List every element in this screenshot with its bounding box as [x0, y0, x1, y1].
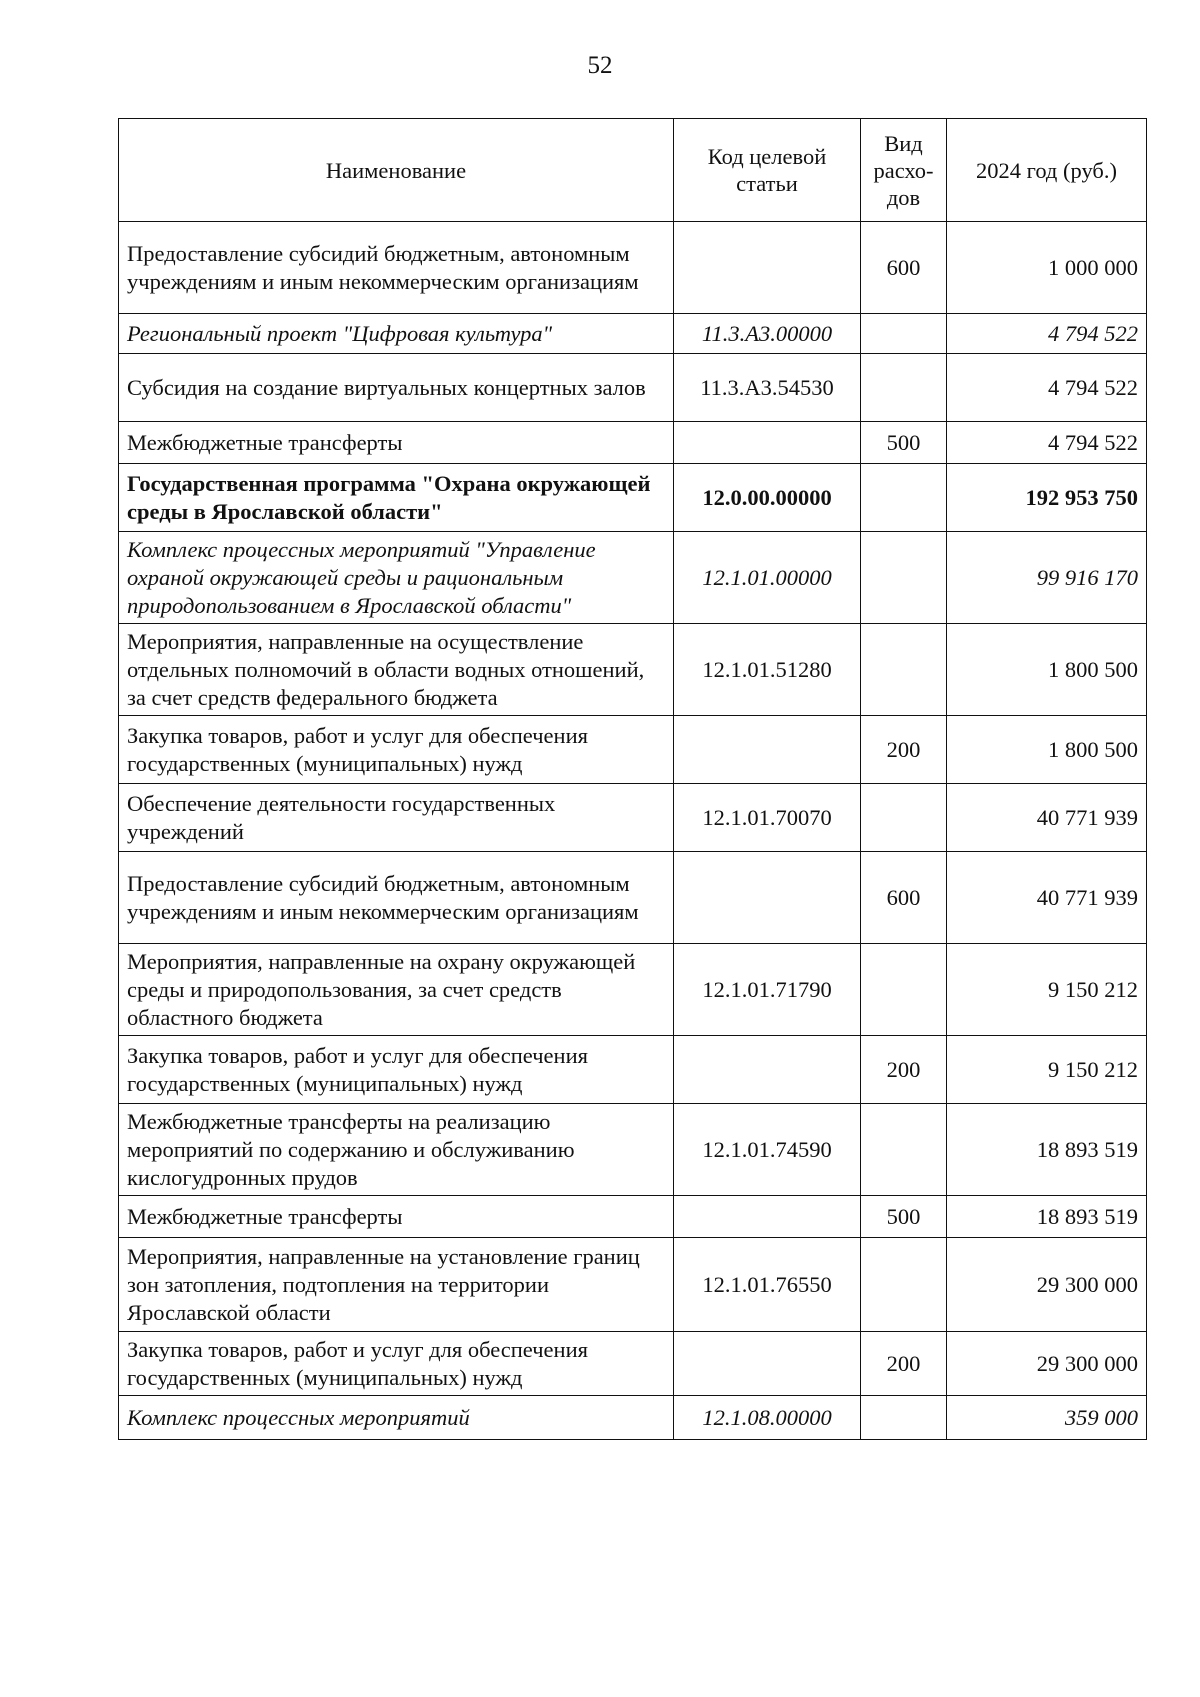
- row-sum-cell: 4 794 522: [947, 422, 1147, 464]
- row-sum-cell: 9 150 212: [947, 1036, 1147, 1104]
- row-code-cell: 11.3.А3.00000: [674, 314, 861, 354]
- row-name-cell: Межбюджетные трансферты: [119, 422, 674, 464]
- row-sum-cell: 192 953 750: [947, 464, 1147, 532]
- row-code-cell: 12.1.01.76550: [674, 1238, 861, 1332]
- table-row: [119, 464, 1147, 532]
- header-sum: 2024 год (руб.): [947, 119, 1147, 222]
- row-name-cell: Закупка товаров, работ и услуг для обеспечения государственных (муниципальных) нужд: [119, 1332, 674, 1396]
- row-code-cell: 12.1.08.00000: [674, 1396, 861, 1440]
- table-row: [119, 1104, 1147, 1196]
- row-kind-cell: [861, 354, 947, 422]
- row-code-cell: 12.1.01.00000: [674, 532, 861, 624]
- table-row: [119, 1396, 1147, 1440]
- row-sum-cell: 18 893 519: [947, 1196, 1147, 1238]
- row-code-cell: [674, 716, 861, 784]
- table-row: [119, 354, 1147, 422]
- row-name-cell: Межбюджетные трансферты: [119, 1196, 674, 1238]
- row-kind-cell: 500: [861, 422, 947, 464]
- row-kind-cell: [861, 532, 947, 624]
- row-kind-cell: [861, 464, 947, 532]
- row-kind-cell: 600: [861, 222, 947, 314]
- table-row: [119, 784, 1147, 852]
- row-kind-cell: [861, 624, 947, 716]
- row-sum-cell: 1 800 500: [947, 624, 1147, 716]
- page-number: 52: [587, 52, 613, 79]
- row-sum-cell: 29 300 000: [947, 1332, 1147, 1396]
- row-name-cell: Субсидия на создание виртуальных концертных залов: [119, 354, 674, 422]
- table-body: [119, 222, 1147, 1440]
- row-name-cell: Предоставление субсидий бюджетным, автономным учреждениям и иным некоммерческим организациям: [119, 852, 674, 944]
- row-kind-cell: 200: [861, 1036, 947, 1104]
- row-code-cell: 12.0.00.00000: [674, 464, 861, 532]
- header-name: Наименование: [119, 119, 674, 222]
- row-kind-cell: [861, 784, 947, 852]
- row-code-cell: 12.1.01.71790: [674, 944, 861, 1036]
- row-kind-cell: 200: [861, 716, 947, 784]
- table-header-row: [119, 119, 1147, 222]
- row-sum-cell: 1 800 500: [947, 716, 1147, 784]
- row-code-cell: [674, 422, 861, 464]
- row-kind-cell: [861, 1238, 947, 1332]
- table-row: [119, 716, 1147, 784]
- table-row: [119, 944, 1147, 1036]
- table-row: [119, 532, 1147, 624]
- row-name-cell: Закупка товаров, работ и услуг для обеспечения государственных (муниципальных) нужд: [119, 716, 674, 784]
- row-code-cell: [674, 222, 861, 314]
- table-row: [119, 314, 1147, 354]
- row-code-cell: [674, 852, 861, 944]
- row-code-cell: 12.1.01.70070: [674, 784, 861, 852]
- row-name-cell: Государственная программа "Охрана окружающей среды в Ярославской области": [119, 464, 674, 532]
- row-name-cell: Комплекс процессных мероприятий: [119, 1396, 674, 1440]
- row-sum-cell: 9 150 212: [947, 944, 1147, 1036]
- row-kind-cell: 200: [861, 1332, 947, 1396]
- table-row: [119, 852, 1147, 944]
- row-sum-cell: 4 794 522: [947, 314, 1147, 354]
- header-kind: Вид расхо-дов: [861, 119, 947, 222]
- row-sum-cell: 40 771 939: [947, 852, 1147, 944]
- row-code-cell: [674, 1332, 861, 1396]
- row-kind-cell: [861, 944, 947, 1036]
- row-sum-cell: 29 300 000: [947, 1238, 1147, 1332]
- table-row: [119, 1238, 1147, 1332]
- row-sum-cell: 99 916 170: [947, 532, 1147, 624]
- header-code: Код целевой статьи: [674, 119, 861, 222]
- table-row: [119, 422, 1147, 464]
- row-sum-cell: 4 794 522: [947, 354, 1147, 422]
- table-row: [119, 1196, 1147, 1238]
- row-sum-cell: 359 000: [947, 1396, 1147, 1440]
- row-name-cell: Мероприятия, направленные на осуществление отдельных полномочий в области водных отношений, за счет средств федерального бюджета: [119, 624, 674, 716]
- row-kind-cell: [861, 1396, 947, 1440]
- row-name-cell: Мероприятия, направленные на установление границ зон затопления, подтопления на территории Ярославской области: [119, 1238, 674, 1332]
- table-row: [119, 624, 1147, 716]
- budget-table: [118, 118, 1147, 1440]
- row-kind-cell: 500: [861, 1196, 947, 1238]
- row-code-cell: 12.1.01.74590: [674, 1104, 861, 1196]
- row-name-cell: Межбюджетные трансферты на реализацию мероприятий по содержанию и обслуживанию кислогудронных прудов: [119, 1104, 674, 1196]
- row-name-cell: Региональный проект "Цифровая культура": [119, 314, 674, 354]
- row-code-cell: 12.1.01.51280: [674, 624, 861, 716]
- row-code-cell: [674, 1196, 861, 1238]
- row-name-cell: Обеспечение деятельности государственных учреждений: [119, 784, 674, 852]
- table-row: [119, 222, 1147, 314]
- row-sum-cell: 40 771 939: [947, 784, 1147, 852]
- table-row: [119, 1036, 1147, 1104]
- table-row: [119, 1332, 1147, 1396]
- row-name-cell: Предоставление субсидий бюджетным, автономным учреждениям и иным некоммерческим организациям: [119, 222, 674, 314]
- row-code-cell: [674, 1036, 861, 1104]
- row-name-cell: Мероприятия, направленные на охрану окружающей среды и природопользования, за счет средств областного бюджета: [119, 944, 674, 1036]
- row-kind-cell: 600: [861, 852, 947, 944]
- row-name-cell: Комплекс процессных мероприятий "Управление охраной окружающей среды и рациональным природопользованием в Ярославской области": [119, 532, 674, 624]
- row-code-cell: 11.3.А3.54530: [674, 354, 861, 422]
- row-name-cell: Закупка товаров, работ и услуг для обеспечения государственных (муниципальных) нужд: [119, 1036, 674, 1104]
- row-sum-cell: 18 893 519: [947, 1104, 1147, 1196]
- row-kind-cell: [861, 1104, 947, 1196]
- row-sum-cell: 1 000 000: [947, 222, 1147, 314]
- row-kind-cell: [861, 314, 947, 354]
